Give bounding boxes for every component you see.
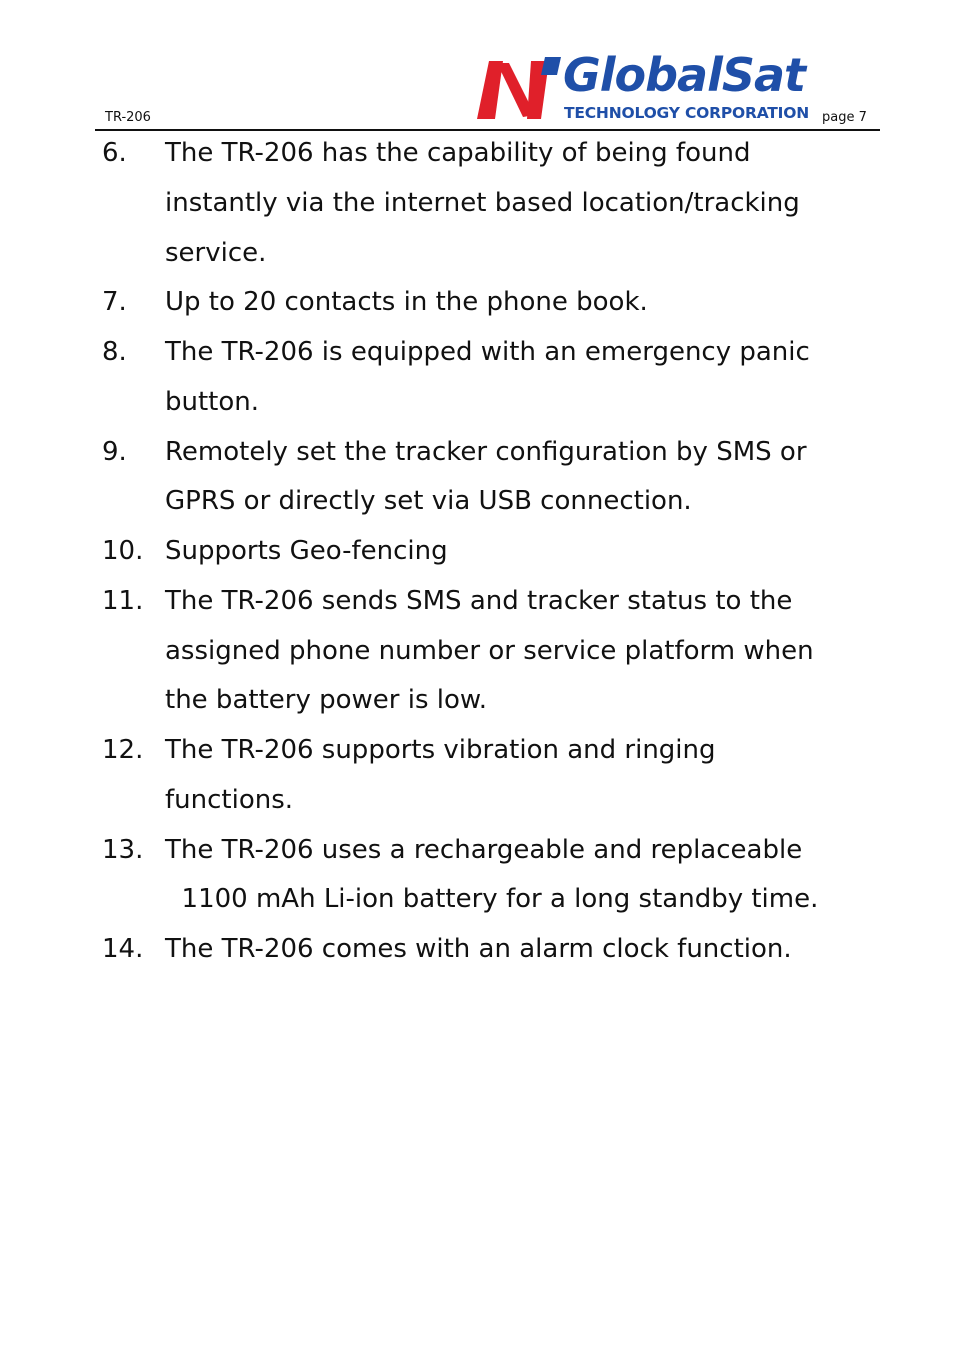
- list-item-number: 9.: [102, 436, 127, 467]
- list-item: [0, 428, 954, 528]
- list-item-number: 11.: [102, 585, 144, 616]
- globalsat-logo: [473, 48, 821, 125]
- list-item-number: 12.: [102, 735, 144, 765]
- logo-brand-text: GlobalSat: [563, 48, 806, 102]
- list-item-text: The TR-206 sends SMS and tracker status to the assigned phone number or service platform when the battery power is low.: [165, 585, 814, 716]
- list-item-text: The TR-206 has the capability of being found instantly via the internet based location/tracking service.: [165, 138, 800, 268]
- list-item: [0, 527, 954, 577]
- list-item: [0, 328, 954, 428]
- list-item-text: The TR-206 uses a rechargeable and replaceable 1100 mAh Li-ion battery for a long standby time.: [165, 834, 819, 915]
- list-item-number: 13.: [102, 834, 144, 865]
- list-item: [0, 577, 954, 726]
- list-item: [0, 826, 954, 926]
- list-item-text: Remotely set the tracker configuration by SMS or GPRS or directly set via USB connection.: [165, 436, 807, 517]
- list-item-text: The TR-206 is equipped with an emergency panic button.: [165, 337, 810, 417]
- list-item: [0, 278, 954, 328]
- page-header: [0, 0, 954, 135]
- document-id: TR-206: [105, 110, 151, 125]
- list-item: [0, 129, 954, 278]
- list-item-number: 14.: [102, 934, 144, 964]
- list-item-number: 10.: [102, 536, 144, 566]
- list-item-text: The TR-206 comes with an alarm clock function.: [165, 934, 792, 964]
- globalsat-mark-icon: [473, 57, 561, 123]
- list-item-text: The TR-206 supports vibration and ringing functions.: [165, 735, 716, 815]
- list-item-number: 6.: [102, 138, 127, 168]
- list-item: [0, 925, 954, 975]
- list-item: [0, 726, 954, 826]
- logo-tagline-text: TECHNOLOGY CORPORATION: [564, 104, 810, 122]
- list-item-text: Supports Geo-fencing: [165, 536, 448, 566]
- list-item-number: 8.: [102, 337, 127, 367]
- list-item-number: 7.: [102, 287, 127, 318]
- feature-list: [0, 129, 954, 975]
- page-number: page 7: [822, 110, 867, 125]
- list-item-text: Up to 20 contacts in the phone book.: [165, 287, 648, 318]
